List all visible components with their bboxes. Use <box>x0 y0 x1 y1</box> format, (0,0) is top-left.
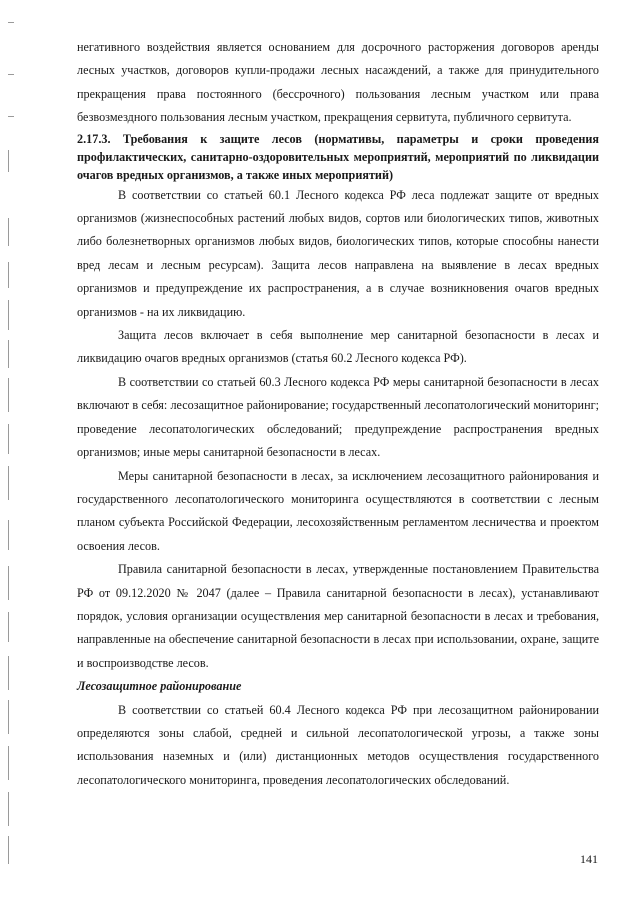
paragraph-art-60-1: В соответствии со статьей 60.1 Лесного кодекса РФ леса подлежат защите от вредных организмов (жизнеспособных растений любых видов, сортов или биологических типов, животных либо болезнетворных организмов любых видов, биологических типов, которые способны нанести вред лесам и лесным ресурсам). Защита лесов направлена на выявление в лесах вредных организмов и предупреждение их распространения, а в случае возникновения очагов вредных организмов - на их ликвидацию. <box>77 187 599 319</box>
paragraph-sanitary-measures: Меры санитарной безопасности в лесах, за исключением лесозащитного районирования и государственного лесопатологического мониторинга осуществляются в соответствии с лесным планом субъекта Российской Федерации, лесохозяйственным регламентом лесничества и проектом освоения лесов. <box>77 468 599 553</box>
page-number: 141 <box>580 852 598 866</box>
section-heading: 2.17.3. Требования к защите лесов (нормативы, параметры и сроки проведения профилактических, санитарно-оздоровительных мероприятий, мероприятий по ликвидации очагов вредных организмов, а также иных мероприятий) <box>77 131 599 182</box>
paragraph-sanitary-rules: Правила санитарной безопасности в лесах, утвержденные постановлением Правительства РФ от 09.12.2020 № 2047 (далее – Правила санитарной безопасности в лесах), устанавливают порядок, условия организации осуществления мер санитарной безопасности в лесах и требования, направленные на обеспечение санитарной безопасности в лесах при использовании, охране, защите и воспроизводстве лесов. <box>77 562 599 670</box>
binding-margin-marks <box>0 0 30 905</box>
intro-paragraph: негативного воздействия является основанием для досрочного расторжения договоров аренды лесных участков, договоров купли-продажи лесных насаждений, а также для принудительного прекращения права постоянного (бессрочного) пользования лесным участком или права безвозмездного пользования лесным участком, прекращения сервитута, публичного сервитута. <box>77 40 599 125</box>
page-body <box>77 36 599 792</box>
paragraph-art-60-4: В соответствии со статьей 60.4 Лесного кодекса РФ при лесозащитном районировании определяются зоны слабой, средней и сильной лесопатологической угрозы, а также зоны использования наземных и (или) дистанционных методов осуществления государственного лесопатологического мониторинга, проведения лесопатологических обследований. <box>77 702 599 787</box>
paragraph-art-60-2: Защита лесов включает в себя выполнение мер санитарной безопасности в лесах и ликвидацию очагов вредных организмов (статья 60.2 Лесного кодекса РФ). <box>77 328 599 366</box>
paragraph-art-60-3: В соответствии со статьей 60.3 Лесного кодекса РФ меры санитарной безопасности в лесах включают в себя: лесозащитное районирование; государственный лесопатологический мониторинг; проведение лесопатологических обследований; предупреждение распространения вредных организмов; иные меры санитарной безопасности в лесах. <box>77 374 599 460</box>
subheading-zoning: Лесозащитное районирование <box>77 679 242 694</box>
